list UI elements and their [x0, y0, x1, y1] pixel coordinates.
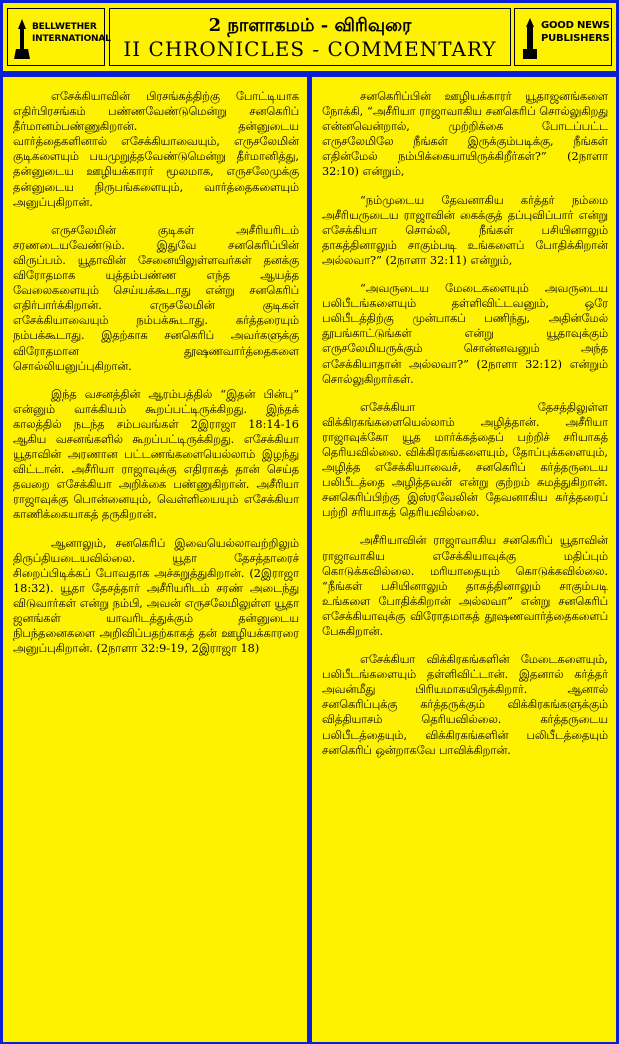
- logo-left-text: BELLWETHER INTERNATIONAL: [32, 22, 111, 44]
- title-box: [109, 8, 511, 66]
- paragraph: “நம்முடைய தேவனாகிய கர்த்தர் நம்மை அசீரியருடைய ராஜாவின் கைக்குத் தப்புவிப்பார் என்று எசேக்கியா சொல்லி, நீங்கள் பசியினாலும் தாகத்தினாலும் சாகும்படி உங்களைப் போதிக்கிறான் அல்லவா?” (2நாளா 32:11) என்றும்,: [322, 193, 608, 267]
- paragraph: அசீரியாவின் ராஜாவாகிய சனகெரிப் யூதாவின் ராஜாவாகிய எசேக்கியாவுக்கு மதிப்பும் கொடுக்கவில்லை. மரியாதையும் கொடுக்கவில்லை. “நீங்கள் பசியினாலும் தாகத்தினாலும் சாகும்படி உங்களை போதிக்கிறான் அல்லவா” என்று சனகெரிப் எசேக்கியாவுக்கு விரோதமாகத் தூஷணவார்த்தைகளைப் பேசுகிறான்.: [322, 534, 608, 638]
- page-title-english: II CHRONICLES - COMMENTARY: [123, 37, 497, 61]
- paragraph: “அவருடைய மேடைகளையும் அவருடைய பலிபீடங்களையும் தள்ளிவிட்டவனும், ஒரே பலிபீடத்திற்கு முன்பாகப் பணிந்து, அதின்மேல் தூபங்காட்டுங்கள் என்று யூதாவுக்கும் எருசலேமியருக்கும் சொன்னவனும் அந்த எசேக்கியாதான் அல்லவா?” (2நாளா 32:12) என்றும் சொல்லுகிறார்கள்.: [322, 282, 608, 386]
- logo-right-text: GOOD NEWS PUBLISHERS: [541, 20, 610, 44]
- paragraph: எசேக்கியா விக்கிரகங்களின் மேடைகளையும், பலிபீடங்களையும் தள்ளிவிட்டான். இதனால் கர்த்தர் அவன்மீது பிரியமாகயிருக்கிறார். ஆனால் சனகெரிப்புக்கு கர்த்தருக்கும் விக்கிரகங்களுக்கும் வித்தியாசம் தெரியவில்லை. கர்த்தருடைய பலிபீடத்தையும், விக்கிரகங்களின் பலிபீடத்தையும் சனகெரிப் ஒன்றாகவே பாவிக்கிறான்.: [322, 653, 608, 757]
- right-column: [312, 77, 616, 1042]
- paragraph: சனகெரிப்பின் ஊழியக்காரர் யூதாஜனங்களை நோக்கி, “அசீரியா ராஜாவாகிய சனகெரிப் சொல்லுகிறது என்னவென்றால், முற்றிக்கை போடப்பட்ட எருசலேமிலே நீங்கள் இருக்கும்படிக்கு, நீங்கள் எதின்மேல் நம்பிக்கையாயிருக்கிறீர்கள்?” (2நாளா 32:10) என்றும்,: [322, 90, 608, 179]
- good-news-logo: [514, 8, 612, 66]
- lamp-icon: [14, 17, 30, 61]
- paragraph: எருசலேமின் குடிகள் அசீரியரிடம் சரணடையவேண்டும். இதுவே சனகெரிப்பின் விருப்பம். யூதாவின் சேனையிலுள்ளவர்கள் தனக்கு விரோதமாக யுத்தம்பண்ண எந்த ஆயத்த வேலைகளையும் செய்யக்கூடாது என்று சனகெரிப் எதிர்பார்க்கிறான். எருசலேமின் குடிகள் எசேக்கியாவையும் நம்பக்கூடாது. கர்த்தரையும் நம்பக்கூடாது. இதற்காக சனகெரிப் அவர்களுக்கு விரோதமான தூஷணவார்த்தைகளை சொல்லியனுப்புகிறான்.: [13, 223, 299, 373]
- paragraph: ஆனாலும், சனகெரிப் இவையெல்லாவற்றிலும் திருப்தியடையவில்லை. யூதா தேசத்தாரைச் சிறைப்பிடிக்கப் போவதாக அச்சுறுத்துகிறான். (2இராஜா 18:32). யூதா தேசத்தார் அசீரியரிடம் சரண் அடைந்து விடுவார்கள் என்று நம்பி, அவன் எருசலேமிலுள்ள யூதா ஜனங்கள் யாவரிடத்துக்கும் தன்னுடைய நிபந்தனைகளை அறிவிப்பதற்காகத் தன் ஊழியக்காரரை அனுப்புகிறான். (2நாளா 32:9-19, 2இராஜா 18): [13, 536, 299, 656]
- paragraph: எசேக்கியா தேசத்திலுள்ள விக்கிரகங்களையெல்லாம் அழித்தான். அசீரியா ராஜாவுக்கோ யூத மார்க்கத்தைப் பற்றிச் சரியாகத் தெரியவில்லை. விக்கிரகங்களையும், தோப்புக்களையும், அழித்த எசேக்கியாவைச், சனகெரிப் கர்த்தருடைய பலிபீடத்தை அழித்தவன் என்று குற்றம் சுமத்துகிறான். சனகெரிப்பிற்கு இஸ்ரவேலின் தேவனாகிய கர்த்தரைப் பற்றி சரியாகத் தெரியவில்லை.: [322, 400, 608, 520]
- bellwether-logo: [7, 8, 111, 66]
- paragraph: இந்த வசனத்தின் ஆரம்பத்தில் “இதன் பின்பு” என்னும் வாக்கியம் கூறப்பட்டிருக்கிறது. இந்தக் காலத்தில் நடந்த சம்பவங்கள் 2இராஜா 18:14-16 ஆகிய வசனங்களில் கூறப்பட்டிருக்கிறது. எசேக்கியா யூதாவின் அரணான பட்டணங்களையெல்லாம் இழந்து விட்டான். அசீரியா ராஜாவுக்கு எதிராகத் தான் செய்த தவறை எசேக்கியா அறிக்கை பண்ணுகிறான். அசீரியா ராஜாவுக்கு பொன்னையும், வெள்ளியையும் எசேக்கியா காணிக்கையாகத் தருகிறான்.: [13, 387, 299, 522]
- tower-icon: [521, 17, 539, 61]
- page-header: [3, 3, 616, 71]
- left-column: [3, 77, 307, 1042]
- paragraph: எசேக்கியாவின் பிரசங்கத்திற்கு போட்டியாக எதிர்பிரசங்கம் பண்ணவேண்டுமென்று சனகெரிப் தீர்மானம்பண்ணுகிறான். தன்னுடைய வார்த்தைகளினால் எசேக்கியாவையும், எருசலேமின் குடிகளையும் பயமுறுத்தவேண்டுமென்று தீர்மானித்து, தன்னுடைய ஊழியக்காரர் மூலமாக, எருசலேமுக்கு தன்னுடைய நிருபங்களையும், வார்த்தைகளையும் அனுப்புகிறான்.: [13, 90, 299, 209]
- page-title-tamil: 2 நாளாகமம் - விரிவுரை: [208, 15, 412, 36]
